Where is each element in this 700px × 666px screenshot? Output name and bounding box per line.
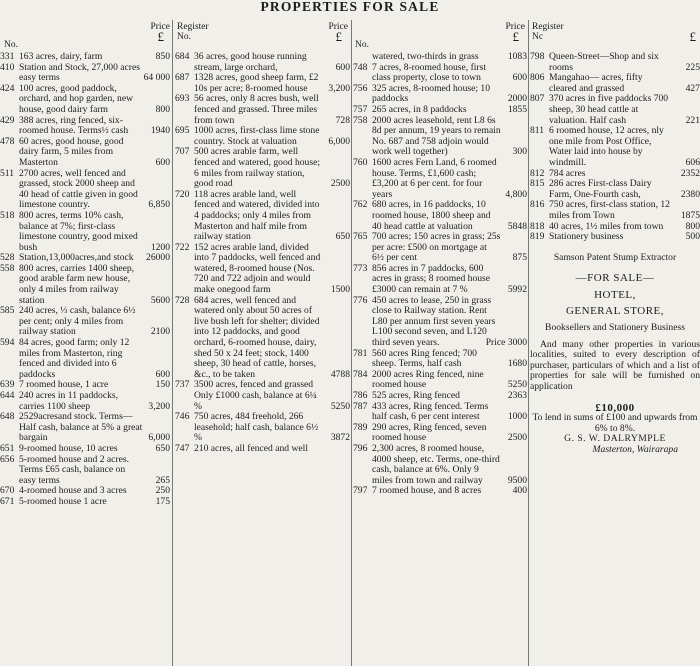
listing-number: 762 (353, 199, 368, 211)
listing-number: 671 (0, 495, 15, 507)
listing-price: 1940 (150, 125, 170, 137)
listing-number: 765 (353, 231, 368, 243)
listing-description: 4-roomed house and 3 acres (19, 485, 127, 497)
listing-description: 290 acres, Ring fenced, seven roomed house (372, 421, 487, 444)
listing-entry (353, 200, 527, 232)
listing-description: 3500 acres, fenced and grassed Only £1000 cash, balance at 6¼ % (194, 379, 317, 412)
listing-price: 6,000 (148, 432, 170, 444)
listing-entry (530, 232, 700, 243)
listing-description: 100 acres, good paddock, orchard, and hop garden, new house, good dairy farm (19, 82, 134, 115)
listing-price: 6,000 (328, 135, 350, 147)
column-4 (530, 22, 700, 666)
listing-description: Queen-Street—Shop and six rooms (549, 51, 659, 73)
listing-entry (530, 73, 700, 94)
listing-entry (0, 391, 170, 412)
column-header (0, 22, 170, 52)
listing-price: 225 (685, 61, 700, 73)
listing-description: 800 acres, carries 1400 sheep, good arable farm new house, only 4 miles from railway station (19, 262, 135, 306)
listing-description: 210 acres, all fenced and well (194, 442, 309, 454)
listing-description: 163 acres, dairy, farm (19, 51, 103, 62)
listing-description: 240 acres, ⅓ cash, balance 6½ per cent; only 4 miles from railway station (19, 305, 136, 338)
listing-entry (0, 338, 170, 380)
listing-number: 781 (353, 347, 368, 359)
listing-number: 424 (0, 82, 15, 94)
listing-entry (353, 349, 527, 370)
listing-number: 558 (0, 262, 15, 274)
listing-description: 240 acres in 11 paddocks, carries 1100 sheep (19, 390, 119, 412)
listing-description: 560 acres Ring fenced; 700 sheep. Terms, half cash (372, 347, 477, 370)
listing-entry (353, 264, 527, 296)
listing-number: 747 (175, 442, 190, 454)
listing-price: 300 (512, 146, 527, 158)
listing-description: 5-roomed house and 2 acres. Terms £65 cash, balance on easy terms (19, 453, 130, 486)
listing-price: 500 (685, 231, 700, 243)
header-currency: £ (689, 29, 696, 44)
listing-entry (353, 105, 527, 116)
listing-description: 6 roomed house, 12 acres, nly one mile from Post Office, Water laid into house by windmill. (549, 125, 664, 168)
listing-description: 325 acres, 8-roomed house; 10 paddocks (372, 82, 491, 105)
listing-price: 2363 (507, 390, 527, 401)
listing-entry (175, 190, 350, 243)
listing-number: 798 (530, 51, 545, 62)
listing-number: 737 (175, 379, 190, 391)
listing-number: 811 (530, 125, 545, 137)
column-3 (353, 22, 527, 666)
column-header (530, 22, 700, 52)
listing-entry (175, 147, 350, 189)
listing-entry (530, 126, 700, 168)
listing-number: 807 (530, 93, 545, 105)
listing-number: 687 (175, 72, 190, 84)
listing-price: 800 (155, 103, 170, 115)
listing-entry (175, 444, 350, 455)
listing-price: 650 (335, 231, 350, 243)
listing-price: 26000 (146, 252, 170, 264)
header-currency: £ (335, 29, 342, 44)
listing-number: 707 (175, 146, 190, 158)
listing-number: 331 (0, 51, 15, 62)
listing-price: 875 (512, 252, 527, 264)
listing-price: 221 (685, 114, 700, 126)
header-currency: £ (157, 29, 164, 44)
listing-number: 528 (0, 252, 15, 264)
listing-entry (530, 94, 700, 126)
listing-price: 2000 (507, 93, 527, 105)
listing-price: 9500 (507, 474, 527, 486)
listing-number: 746 (175, 411, 190, 423)
listing-description: 1600 acres Fern Land, 6 roomed house. Terms, £1,600 cash; £3,200 at 6 per cent. for four years (372, 156, 497, 200)
booksellers-line: Booksellers and Stationery Business (545, 322, 685, 334)
listing-price: 150 (155, 379, 170, 391)
listing-entry (353, 370, 527, 391)
agent-location: Masterton, Wairarapa (592, 444, 678, 455)
listing-price: 4,800 (505, 188, 527, 200)
listing-entry (0, 444, 170, 455)
listing-price: 5848 (507, 220, 527, 232)
listing-number: 818 (530, 220, 545, 232)
header-price: Price (150, 22, 170, 32)
listing-description: Stationery business (549, 231, 624, 243)
listing-number: 787 (353, 400, 368, 412)
listing-entry (353, 63, 527, 84)
listing-description: 7 acres, 8-roomed house, first class property, close to town (372, 61, 487, 84)
listing-entry (353, 402, 527, 423)
listing-price: 2380 (680, 188, 700, 200)
listing-price: 650 (155, 442, 170, 454)
listing-entry (175, 73, 350, 94)
column-rule (172, 20, 173, 666)
listing-number: 670 (0, 485, 15, 497)
listing-description: 2700 acres, well fenced and grassed, stock 2000 sheep and 40 head of cattle given in good limestone country. (19, 167, 138, 211)
listing-price: 427 (685, 82, 700, 94)
listing-description: 9-roomed house, 10 acres (19, 442, 118, 454)
header-no: No. (355, 40, 369, 50)
listing-price: 175 (155, 495, 170, 507)
column-header (175, 22, 350, 52)
listing-description: 500 acres arable farm, well fenced and watered, good house; 6 miles from railway station, good road (194, 146, 321, 190)
listing-number: 776 (353, 294, 368, 306)
listing-price: 600 (512, 72, 527, 84)
listing-price: 5250 (507, 379, 527, 391)
listing-description: 1328 acres, good sheep farm, £2 10s per acre; 8-roomed house (194, 72, 319, 94)
listing-description: 5-roomed house 1 acre (19, 495, 107, 507)
column-rule (528, 20, 529, 666)
listing-description: 84 acres, good farm; only 12 miles from Masterton, ring fenced and divided into 6 paddocks (19, 337, 130, 380)
listing-entry (175, 243, 350, 296)
header-no: Nc (532, 32, 544, 42)
listing-description: 118 acres arable land, well fenced and watered, divided into 4 paddocks; only 4 miles from Masterton and half mile from railway station (194, 188, 320, 243)
header-register: Register (532, 22, 564, 32)
listing-entry (353, 486, 527, 497)
listing-number: 796 (353, 442, 368, 454)
listing-entry (0, 137, 170, 169)
listing-price: 1680 (507, 358, 527, 370)
listing-description: 7 roomed house, 1 acre (19, 379, 109, 391)
loan-amount: £10,000 (595, 401, 635, 414)
listing-description: 2000 acres Ring fenced, nine roomed house (372, 368, 484, 391)
listing-description: Station,13,000acres,and stock (19, 252, 134, 264)
listing-price: 2100 (150, 326, 170, 338)
listing-price: 1875 (680, 209, 700, 221)
listing-entry (0, 52, 170, 63)
listing-description: 800 acres, terms 10% cash, balance at 7%; first-class limestone country, good mixed bush (19, 209, 138, 253)
listing-description: 525 acres, Ring fenced (372, 390, 460, 401)
listing-price: 3,200 (148, 400, 170, 412)
listing-number: 693 (175, 93, 190, 105)
header-register: Register (177, 22, 209, 32)
other-properties-notice: And many other properties in various localities, suited to every description of purchaser, particulars of which and a list of properties for sale will be furnished on application (530, 338, 700, 393)
listing-number: 722 (175, 241, 190, 253)
listing-price: 265 (155, 474, 170, 486)
listing-number: 429 (0, 114, 15, 126)
header-currency: £ (512, 29, 519, 44)
listing-price: 250 (155, 485, 170, 497)
listing-description: Station and Stock, 27,000 acres easy terms (19, 61, 140, 84)
listing-description: 60 acres, good house, good dairy farm, 5 miles from Masterton (19, 135, 124, 168)
listing-price: 1000 (507, 411, 527, 423)
listing-number: 410 (0, 61, 15, 73)
listing-entry (530, 179, 700, 200)
listing-price: 600 (155, 156, 170, 168)
listing-entry (0, 497, 170, 508)
listing-description: 40 acres, 1½ miles from town (549, 220, 664, 232)
listing-description: 370 acres in five paddocks 700 sheep, 30 head cattle at valuation. Half cash (549, 93, 669, 126)
listing-entry (0, 455, 170, 487)
listing-number: 478 (0, 135, 15, 147)
listing-number: 585 (0, 305, 15, 317)
listing-price: 1855 (507, 103, 527, 115)
hotel-heading: HOTEL, (594, 288, 636, 301)
listing-number: 816 (530, 199, 545, 211)
listing-description: 450 acres to lease, 250 in grass close to Railway station. Rent L80 per annum first seven years L100 second seven, and L120 third seven years. (372, 294, 496, 349)
page-title: PROPERTIES FOR SALE (260, 0, 440, 14)
listing-entry (175, 94, 350, 126)
listing-description: 2529acresand stock. Terms—Half cash, balance at 5% a great bargain (19, 411, 143, 444)
listing-description: 265 acres, in 8 paddocks (372, 103, 467, 115)
listing-price: Price 3000 (485, 337, 527, 349)
listing-entry (353, 232, 527, 264)
listing-number: 511 (0, 167, 15, 179)
listing-number: 773 (353, 262, 368, 274)
listing-entry (353, 116, 527, 158)
listing-description: 2,300 acres, 8 roomed house, 4000 sheep, etc. Terms, one-third cash, balance at 6%. Only 9 miles from town and railway (372, 442, 500, 486)
listing-price: 600 (335, 61, 350, 73)
listing-number: 594 (0, 337, 15, 349)
listing-entry (0, 63, 170, 84)
listing-price: 1083 (507, 51, 527, 62)
listing-price: 6,850 (148, 199, 170, 211)
listing-entry (0, 211, 170, 253)
listing-entry (353, 158, 527, 200)
listing-price: 3872 (330, 432, 350, 444)
listing-number: 815 (530, 178, 545, 190)
listing-number: 684 (175, 51, 190, 62)
listing-entry (353, 391, 527, 402)
listing-entry (175, 296, 350, 381)
listing-description: 286 acres First-class Dairy Farm, One-Fourth cash, (549, 178, 652, 200)
header-no: No. (4, 40, 18, 50)
listing-number: 819 (530, 231, 545, 243)
listing-description: 684 acres, well fenced and watered only about 50 acres of live bush left for shelter; divided into 12 paddocks, and good orchard, 6-roomed house, dairy, shed 50 x 24 feet; stock, 1400 sheep, 30 head of cattle, horses, &c., to be taken (194, 294, 320, 380)
listing-number: 748 (353, 61, 368, 73)
listing-price: 5600 (150, 294, 170, 306)
listing-number: 644 (0, 390, 15, 401)
agent-name: G. S. W. DALRYMPLE (564, 433, 666, 445)
listing-price: 728 (335, 114, 350, 126)
listing-description: 680 acres, in 16 paddocks, 10 roomed house, 1800 sheep and 40 head cattle at valuation (372, 199, 491, 232)
listing-price: 600 (155, 368, 170, 380)
listing-description: 56 acres, only 8 acres bush, well fenced and grassed. Three miles from town (194, 93, 319, 126)
listing-number: 758 (353, 114, 368, 126)
listing-number: 639 (0, 379, 15, 391)
listing-description: 152 acres arable land, divided into 7 paddocks, well fenced and watered, 8-roomed house (Nos. 720 and 722 adjoin and would make onegood farm (194, 241, 321, 296)
header-no: No. (177, 32, 191, 42)
listing-description: 36 acres, good house running stream, large orchard, (194, 51, 307, 73)
listing-number: 757 (353, 103, 368, 115)
listing-description: 7 roomed house, and 8 acres (372, 485, 482, 497)
general-store-heading: GENERAL STORE, (565, 305, 665, 318)
listing-number: 651 (0, 442, 15, 454)
column-2 (175, 22, 350, 666)
listing-number: 786 (353, 390, 368, 401)
listing-entry (175, 380, 350, 412)
for-sale-heading: —FOR SALE— (575, 272, 655, 285)
listing-number: 806 (530, 72, 545, 84)
listing-number: 518 (0, 209, 15, 221)
listing-description: 2000 acres leasehold, rent L8 6s 8d per annum, 19 years to remain No. 687 and 758 adjoin would work well together) (372, 114, 501, 158)
listing-description: Mangahao— acres, fifty cleared and grassed (549, 72, 643, 94)
listing-price: 2500 (330, 178, 350, 190)
listing-price: 606 (685, 156, 700, 168)
listing-number: 756 (353, 82, 368, 94)
listing-entry (0, 306, 170, 338)
listing-price: 5992 (507, 284, 527, 296)
column-header (353, 22, 527, 52)
listing-price: 4788 (330, 368, 350, 380)
listing-entry (175, 126, 350, 147)
listing-entry (530, 200, 700, 221)
listing-description: 856 acres in 7 paddocks, 600 acres in grass; 8 roomed house £3000 can remain at 7 % (372, 262, 491, 296)
listing-number: 695 (175, 125, 190, 137)
listing-entry (0, 412, 170, 444)
listing-number: 760 (353, 156, 368, 168)
listing-price: 2352 (680, 167, 700, 179)
listing-description: 1000 acres, first-class lime stone country. Stock at valuation (194, 125, 320, 147)
listing-number: 784 (353, 368, 368, 380)
listing-number: 648 (0, 411, 15, 423)
listing-price: 1200 (150, 241, 170, 253)
listing-entry (175, 412, 350, 444)
listing-entry (353, 52, 527, 63)
loan-terms: To lend in sums of £100 and upwards from 6% to 8%. (532, 412, 698, 434)
listing-description: watered, two-thirds in grass (372, 51, 479, 62)
listing-number: 728 (175, 294, 190, 306)
column-1 (0, 22, 170, 666)
listing-description: 700 acres; 150 acres in grass; 25s per acre: £500 on mortgage at 6½ per cent (372, 231, 501, 264)
listing-entry (353, 423, 527, 444)
listing-entry (530, 52, 700, 73)
listing-number: 812 (530, 167, 545, 179)
listing-number: 720 (175, 188, 190, 200)
listing-description: 750 acres, 484 freehold, 266 leasehold; half cash, balance 6½ % (194, 411, 319, 444)
listing-price: 800 (685, 220, 700, 232)
listing-entry (353, 444, 527, 486)
listing-description: 388 acres, ring fenced, six-roomed house. Terms½ cash (19, 114, 129, 137)
listing-number: 656 (0, 453, 15, 465)
listing-price: 3,200 (328, 82, 350, 94)
listing-price: 5250 (330, 400, 350, 412)
listing-number: 789 (353, 421, 368, 433)
listing-entry (353, 84, 527, 105)
listing-entry (0, 84, 170, 116)
listing-entry (0, 169, 170, 211)
listing-description: 784 acres (549, 167, 586, 179)
column-rule (351, 20, 352, 666)
listing-price: 2500 (507, 432, 527, 444)
stump-extractor-notice: Samson Patent Stump Extractor (553, 251, 677, 263)
header-price: Price (328, 22, 348, 32)
listing-price: 400 (512, 485, 527, 497)
listing-entry (0, 116, 170, 137)
listing-entry (175, 52, 350, 73)
listing-number: 797 (353, 485, 368, 497)
listing-entry (0, 264, 170, 306)
listing-description: 433 acres, Ring fenced. Terms half cash, 6 per cent interest (372, 400, 489, 423)
header-price: Price (505, 22, 525, 32)
listing-price: 64 000 (143, 72, 170, 84)
listing-price: 850 (155, 51, 170, 62)
listing-price: 1500 (330, 284, 350, 296)
listing-description: 750 acres, first-class station, 12 miles from Town (549, 199, 670, 221)
